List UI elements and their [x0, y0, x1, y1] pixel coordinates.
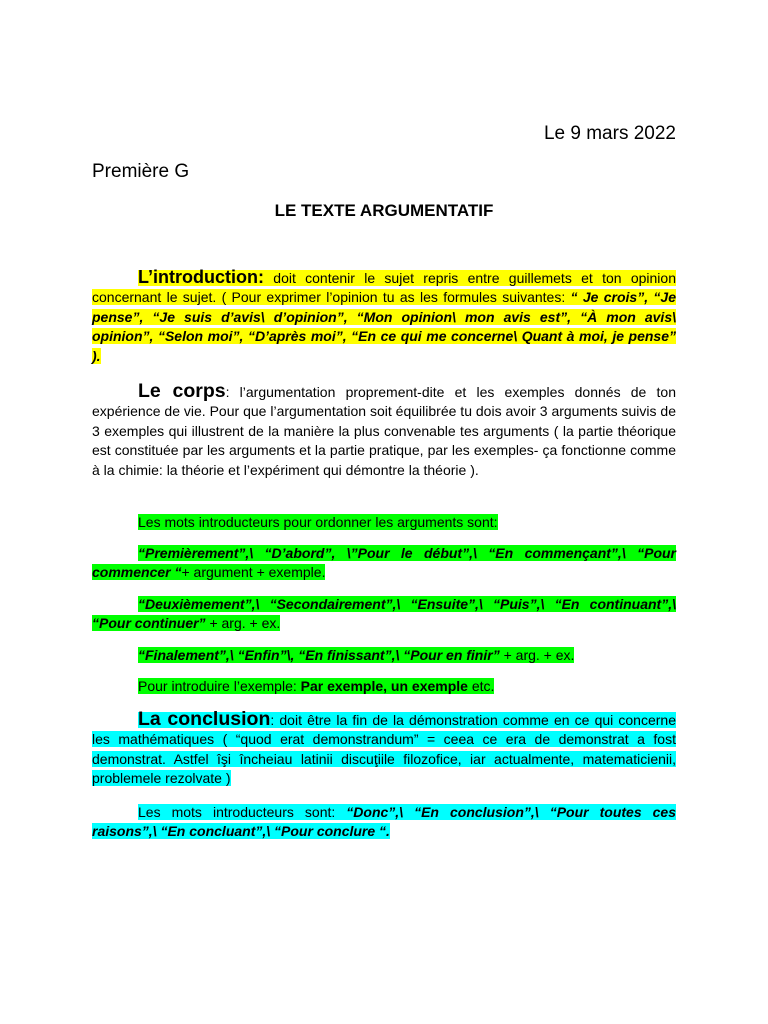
connectors-final-rest: + arg. + ex.	[499, 647, 575, 663]
example-post: etc.	[467, 678, 495, 694]
intro-formulas: “ Je crois”, “Je pense”, “Je suis d’avis\ d’opinion”, “Mon opinion\ mon avis est”, “À mon avis\ opinion”, “Selon moi”, “D’après moi”, “En ce qui me concerne\ Quant à moi, je pense” ).	[92, 289, 676, 364]
connectors-second	[92, 595, 676, 634]
conclusion-paragraph	[92, 710, 676, 789]
document-date: Le 9 mars 2022	[543, 123, 676, 144]
connectors-intro	[92, 513, 676, 532]
connectors-second-rest: + arg. + ex.	[205, 615, 281, 632]
connectors-first-rest: + argument + exemple.	[181, 564, 326, 581]
conclusion-heading: La conclusion	[138, 708, 271, 730]
conclusion-connectors	[92, 803, 676, 842]
body-text: : l’argumentation proprement-dite et les exemples donnés de ton expérience de vie. Pour que l’argumentation soit équilibrée tu dois avoir 3 arguments suivis de 3 exemples qui illustrent de la manière la plus convenable tes arguments ( la partie théorique est constituée par les arguments et la partie pratique, par les exemples- ça fonctionne comme à la chimie: la théorie et l’expériment qui démontre la théorie ).	[92, 384, 676, 478]
connectors-final	[92, 646, 676, 665]
class-name: Première G	[92, 161, 190, 182]
example-pre: Pour introduire l’exemple:	[138, 678, 301, 694]
connectors-first-words: “Premièrement”,\ “D’abord”, \”Pour le début”,\ “En commençant”,\ “Pour commencer “	[92, 545, 676, 581]
conclusion-connectors-words: “Donc”,\ “En conclusion”,\ “Pour toutes ces raisons”,\ “En concluant”,\ “Pour conclure “.	[92, 804, 676, 840]
example-words: Par exemple, un exemple	[300, 678, 468, 694]
connectors-final-words: “Finalement”,\ “Enfin”\, “En finissant”,\ “Pour en finir”	[138, 647, 500, 663]
body-paragraph	[92, 382, 676, 480]
connectors-first	[92, 544, 676, 583]
conclusion-connectors-pre: Les mots introducteurs sont:	[138, 804, 347, 820]
intro-paragraph	[92, 268, 676, 366]
connectors-second-words: “Deuxièmement”,\ “Secondairement”,\ “Ensuite”,\ “Puis”,\ “En continuant”,\ “Pour continuer”	[92, 596, 676, 632]
body-heading: Le corps	[138, 380, 226, 402]
conclusion-text: : doit être la fin de la démonstration comme en ce qui concerne les mathématiques ( “quod erat demonstrandum” = ceea ce era de demonstrat a fost demonstrat. Astfel îşi încheiau latinii discuţiile filozofice, iar actualmente, matematicienii, problemele rezolvate )	[92, 712, 676, 787]
example-line	[92, 677, 676, 696]
intro-heading: L’introduction:	[138, 267, 264, 287]
document-title: LE TEXTE ARGUMENTATIF	[274, 201, 494, 220]
connectors-intro-text: Les mots introducteurs pour ordonner les arguments sont:	[138, 514, 498, 530]
intro-text: doit contenir le sujet repris entre guillemets et ton opinion concernant le sujet. ( Pour exprimer l’opinion tu as les formules suivantes:	[92, 270, 676, 306]
